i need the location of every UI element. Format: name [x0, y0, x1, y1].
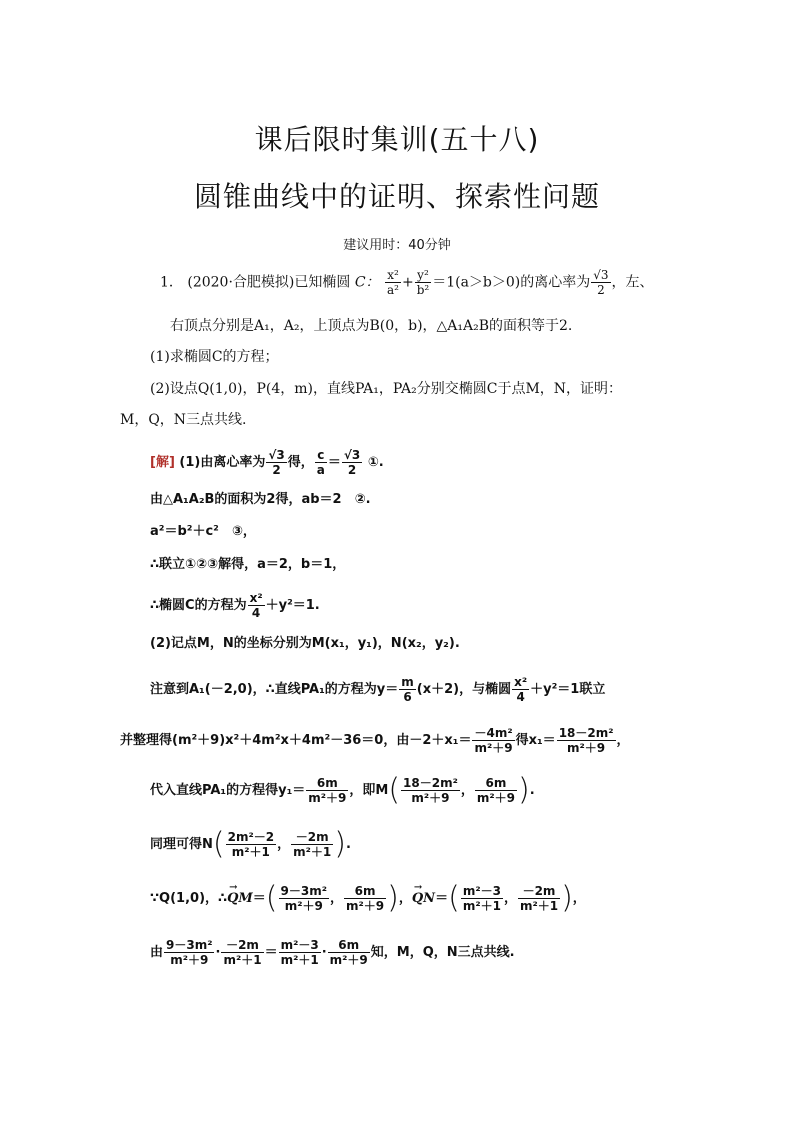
- problem-source: (2020·合肥模拟): [187, 274, 295, 291]
- solution-text: ∵Q(1,0)，∴: [150, 891, 228, 906]
- solution-line-12: 由 $\frac{\text{9－3m²}}{\text{m²＋9}}$ · $\frac{-2m}{\text{m²＋1}}$ ＝ $\frac{\text{m²－3}}{\text{m²＋1}}$ · $\frac{6m}{\text{m²＋9}}$ 知，M，Q，N三点共线.: [150, 938, 515, 967]
- problem-stem: 的离心率为: [520, 274, 591, 291]
- solution-text: ＝: [252, 891, 266, 906]
- fraction: $\frac{\text{y²}}{\text{b²}}$: [416, 268, 430, 297]
- fraction: $\frac{√3}{2}$: [593, 268, 609, 297]
- fraction: $\frac{\text{2m²－2}}{\text{m²＋1}}$: [227, 830, 275, 859]
- solution-line-9: 代入直线PA₁的方程得y₁＝ $\frac{6m}{\text{m²＋9}}$ ，即M( $\frac{\text{18－2m²}}{\text{m²＋9}}$ ， $\frac{6m}{\text{m²＋9}}$ ).: [150, 772, 535, 808]
- solution-text: 由: [150, 945, 164, 960]
- solution-line-8: [120, 726, 630, 755]
- solution-text: ＋y²＝1.: [265, 598, 320, 613]
- fraction: $\frac{m}{6}$: [401, 675, 414, 704]
- solution-text: ，: [398, 891, 412, 906]
- fraction: $\frac{6m}{\text{m²＋9}}$: [308, 776, 347, 805]
- problem-part2: (2)设点Q(1,0)，P(4，m)，直线PA₁，PA₂分别交椭圆C于点M，N，证明：: [150, 381, 623, 397]
- solution-text: ＝: [264, 945, 278, 960]
- solution-text: 知，M，Q，N三点共线.: [370, 945, 515, 960]
- fraction: $\frac{\text{18－2m²}}{\text{m²＋9}}$: [403, 776, 458, 805]
- vector-qm: → QM: [227, 889, 253, 909]
- solution-tag: [解]: [150, 455, 175, 470]
- problem-part1: (1)求椭圆C的方程；: [150, 349, 279, 365]
- page-title: 课后限时集训(五十八): [254, 123, 540, 156]
- fraction: $\frac{c}{a}$: [316, 448, 325, 477]
- fraction: $\frac{-2m}{\text{m²＋1}}$: [519, 884, 559, 913]
- math-text: C：: [354, 274, 380, 291]
- problem-stem: ，左、: [611, 274, 654, 291]
- fraction: $\frac{\text{9－3m²}}{\text{m²＋9}}$: [166, 938, 213, 967]
- math-text: ＝1(a＞b＞0): [432, 274, 521, 291]
- fraction: $\frac{\text{18－2m²}}{\text{m²＋9}}$: [558, 726, 614, 755]
- fraction: $\frac{-2m}{\text{m²＋1}}$: [293, 830, 332, 859]
- fraction: $\frac{√3}{2}$: [343, 448, 361, 477]
- problem-part2-cont: M，Q，N三点共线.: [120, 412, 247, 428]
- fraction: $\frac{\text{x²}}{4}$: [249, 591, 263, 620]
- fraction: $\frac{6m}{\text{m²＋9}}$: [476, 776, 515, 805]
- solution-text: (1)由离心率为: [179, 455, 266, 470]
- fraction: $\frac{6m}{\text{m²＋9}}$: [329, 938, 368, 967]
- problem-line-1: 1． (2020·合肥模拟)已知椭圆 C： $\frac{\text{x²}}{\text{a²}}$ + $\frac{\text{y²}}{\text{b²}}$ ＝1(a＞b＞0)的离心率为 $\frac{√3}{2}$ ，左、: [160, 268, 654, 297]
- solution-text: 得，: [287, 455, 314, 470]
- solution-line-1: [150, 448, 384, 477]
- solution-line-10: 同理可得N( $\frac{\text{2m²－2}}{\text{m²＋1}}$ ， $\frac{-2m}{\text{m²＋1}}$ ).: [150, 826, 351, 862]
- fraction: $\frac{√3}{2}$: [268, 448, 285, 477]
- solution-line-4: ∴联立①②③解得，a＝2，b＝1，: [150, 557, 346, 572]
- solution-text: 注意到A₁(－2,0)，∴直线PA₁的方程为y＝: [150, 682, 399, 697]
- solution-text: ＝: [435, 891, 449, 906]
- solution-text: ＋y²＝1联立: [530, 682, 606, 697]
- page-subtitle: 圆锥曲线中的证明、探索性问题: [193, 180, 600, 213]
- fraction: $\frac{\text{x²}}{4}$: [514, 675, 528, 704]
- fraction: $\frac{-2m}{\text{m²＋1}}$: [223, 938, 262, 967]
- fraction: $\frac{\text{x²}}{\text{a²}}$: [387, 268, 399, 297]
- solution-text: ①.: [367, 455, 384, 470]
- fraction: $\frac{\text{m²－3}}{\text{m²＋1}}$: [462, 884, 501, 913]
- solution-text: 代入直线PA₁的方程得y₁＝: [150, 783, 306, 798]
- fraction: $\frac{\text{9－3m²}}{\text{m²＋9}}$: [280, 884, 327, 913]
- solution-text: (x＋2)，与椭圆: [416, 682, 512, 697]
- math-text: ＝: [327, 455, 341, 470]
- solution-text: 同理可得N: [150, 837, 213, 852]
- problem-line-2: 右顶点分别是A₁，A₂，上顶点为B(0，b)，△A₁A₂B的面积等于2.: [170, 318, 573, 334]
- vector-qn: → QN: [412, 889, 435, 909]
- solution-text: 得x₁＝: [515, 733, 556, 748]
- fraction: $\frac{\text{m²－3}}{\text{m²＋1}}$: [280, 938, 319, 967]
- problem-number: 1．: [160, 274, 183, 291]
- problem-stem: 已知椭圆: [294, 274, 351, 291]
- solution-line-11: ∵Q(1,0)，∴→ QM＝( $\frac{\text{9－3m²}}{\text{m²＋9}}$ ， $\frac{6m}{\text{m²＋9}}$ )，→ QN＝( $\frac{\text{m²－3}}{\text{m²＋1}}$ ， $\frac{-2m}{\text{m²＋1}}$ )，: [150, 884, 586, 913]
- time-hint: 建议用时：40分钟: [343, 238, 451, 253]
- solution-line-5: [150, 591, 320, 620]
- solution-text: ，: [616, 733, 630, 748]
- solution-line-6: (2)记点M，N的坐标分别为M(x₁，y₁)，N(x₂，y₂).: [150, 636, 460, 651]
- solution-line-7: [150, 675, 605, 704]
- solution-text: ，即M: [349, 783, 389, 798]
- fraction: $\frac{6m}{\text{m²＋9}}$: [346, 884, 385, 913]
- solution-text: ∴椭圆C的方程为: [150, 598, 247, 613]
- solution-text: 并整理得(m²＋9)x²＋4m²x＋4m²－36＝0，由－2＋x₁＝: [120, 733, 472, 748]
- fraction: $\frac{\text{－4m²}}{\text{m²＋9}}$: [474, 726, 513, 755]
- solution-line-3: a²＝b²＋c² ③，: [150, 524, 256, 539]
- solution-line-2: 由△A₁A₂B的面积为2得，ab＝2 ②.: [150, 492, 371, 507]
